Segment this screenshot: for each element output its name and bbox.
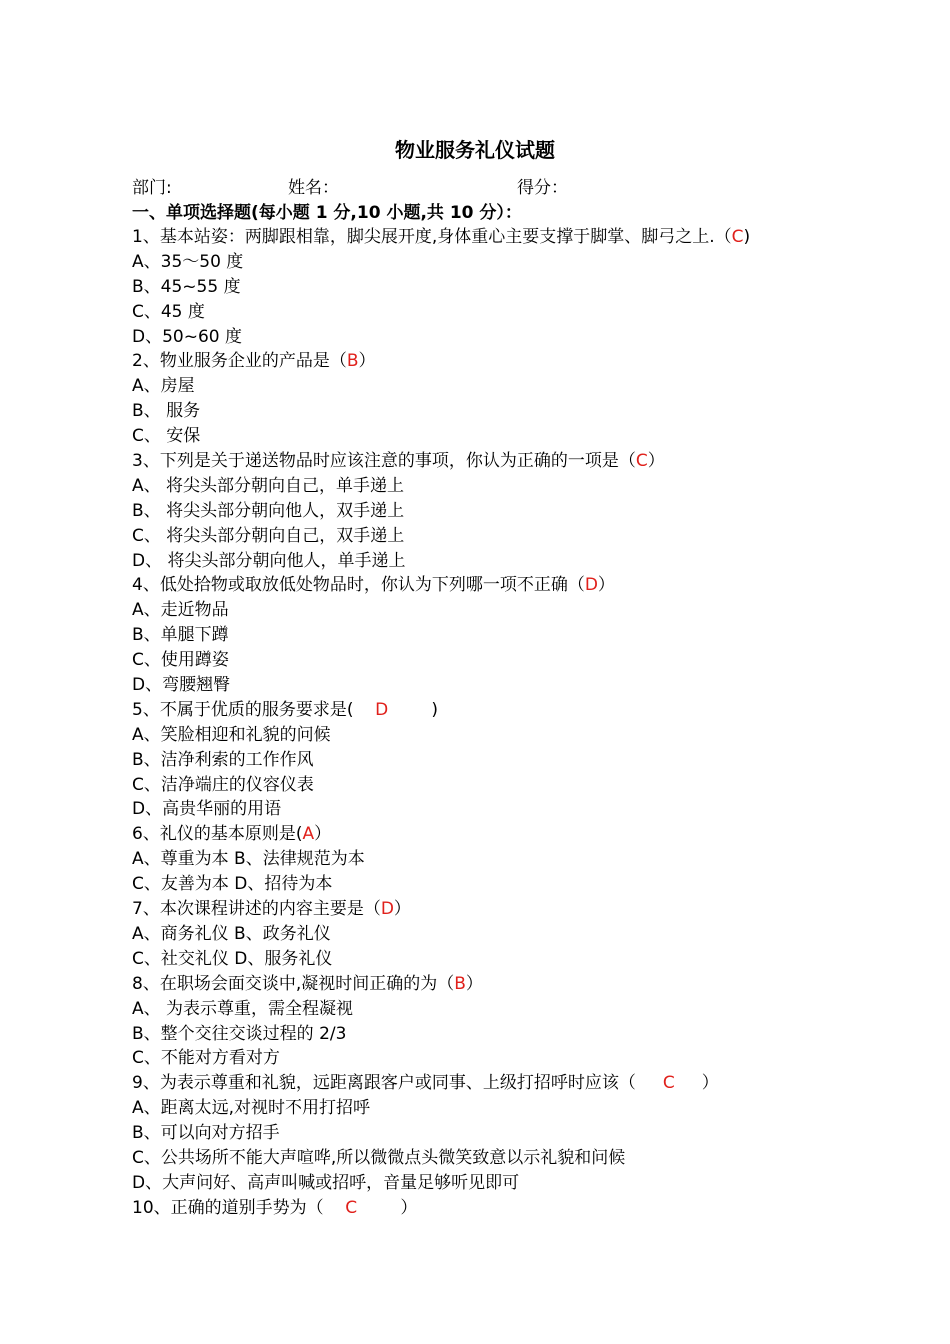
- question-line: [132, 972, 832, 997]
- option-line: [132, 1171, 832, 1196]
- line-text: B、单腿下蹲: [132, 625, 229, 646]
- dept-label: 部门:: [132, 178, 172, 198]
- answer-mark: C: [731, 227, 744, 247]
- question-list: [132, 225, 832, 1221]
- line-text: B、可以向对方招手: [132, 1123, 280, 1144]
- question-line: [132, 573, 832, 598]
- option-line: [132, 1096, 832, 1121]
- line-text: D、大声问好、高声叫喊或招呼，音量足够听见即可: [132, 1172, 520, 1193]
- option-line: [132, 748, 832, 773]
- line-text: A、尊重为本 B、法律规范为本: [132, 849, 365, 870]
- line-suffix: ): [388, 699, 439, 720]
- option-line: [132, 623, 832, 648]
- line-text: A、笑脸相迎和礼貌的问候: [132, 724, 331, 745]
- question-line: [132, 449, 832, 474]
- line-text: A、商务礼仪 B、政务礼仪: [132, 923, 331, 944]
- score-label: 得分：: [517, 178, 568, 198]
- line-text: A、 将尖头部分朝向自己，单手递上: [132, 475, 405, 496]
- option-line: [132, 997, 832, 1022]
- question-line: [132, 698, 832, 723]
- answer-mark: B: [346, 351, 359, 372]
- line-text: A、35～50 度: [132, 251, 244, 272]
- option-line: [132, 598, 832, 623]
- section-title: 一、单项选择题(每小题 1 分,10 小题,共 10 分）：: [132, 203, 522, 223]
- answer-mark: D: [380, 899, 394, 920]
- line-suffix: ）: [597, 575, 615, 596]
- line-text: A、距离太远,对视时不用打招呼: [132, 1098, 371, 1119]
- line-suffix: ）: [674, 1073, 719, 1094]
- answer-mark: C: [662, 1073, 675, 1094]
- option-line: [132, 250, 832, 275]
- option-line: [132, 300, 832, 325]
- answer-mark: C: [635, 451, 648, 472]
- header-fields: [132, 176, 832, 200]
- page-title: 物业服务礼仪试题: [395, 138, 555, 162]
- line-text: C、 安保: [132, 426, 201, 447]
- line-text: B、45~55 度: [132, 276, 241, 297]
- line-text: C、 将尖头部分朝向自己，双手递上: [132, 525, 405, 546]
- option-line: [132, 872, 832, 897]
- line-text: C、不能对方看对方: [132, 1048, 280, 1069]
- option-line: [132, 648, 832, 673]
- line-text: D、 将尖头部分朝向他人，单手递上: [132, 550, 406, 571]
- line-text: A、走近物品: [132, 600, 229, 621]
- line-text: B、洁净利索的工作作风: [132, 749, 314, 770]
- option-line: [132, 1046, 832, 1071]
- line-text: 2、物业服务企业的产品是（: [132, 351, 347, 372]
- line-text: C、洁净端庄的仪容仪表: [132, 774, 314, 795]
- line-suffix: ）: [314, 824, 332, 845]
- option-line: [132, 797, 832, 822]
- line-suffix: ）: [647, 451, 665, 472]
- line-text: D、50~60 度: [132, 326, 243, 347]
- line-text: A、 为表示尊重，需全程凝视: [132, 998, 354, 1019]
- option-line: [132, 723, 832, 748]
- line-text: B、 服务: [132, 401, 201, 422]
- answer-mark: B: [454, 973, 466, 994]
- answer-mark: A: [302, 824, 315, 845]
- option-line: [132, 474, 832, 499]
- line-suffix: ）: [358, 351, 376, 372]
- line-suffix: ): [743, 227, 751, 247]
- line-text: 1、基本站姿：两脚跟相靠，脚尖展开度,身体重心主要支撑于脚掌、脚弓之上.（: [132, 227, 732, 247]
- question-line: [132, 897, 832, 922]
- question-line: [132, 822, 832, 847]
- line-text: C、社交礼仪 D、服务礼仪: [132, 948, 333, 969]
- line-text: 10、正确的道别手势为（: [132, 1197, 346, 1218]
- line-text: A、房屋: [132, 376, 195, 397]
- answer-mark: D: [375, 699, 389, 720]
- line-text: 9、为表示尊重和礼貌，远距离跟客户或同事、上级打招呼时应该（: [132, 1073, 663, 1094]
- line-suffix: ）: [357, 1197, 418, 1218]
- option-line: [132, 947, 832, 972]
- line-text: B、整个交往交谈过程的 2/3: [132, 1023, 347, 1044]
- option-line: [132, 1146, 832, 1171]
- answer-mark: C: [345, 1197, 358, 1218]
- line-text: C、45 度: [132, 301, 205, 322]
- question-line: [132, 1196, 832, 1221]
- line-suffix: ）: [465, 973, 483, 994]
- option-line: [132, 922, 832, 947]
- option-line: [132, 549, 832, 574]
- option-line: [132, 1121, 832, 1146]
- line-text: 4、低处拾物或取放低处物品时，你认为下列哪一项不正确（: [132, 575, 585, 596]
- line-text: D、高贵华丽的用语: [132, 799, 282, 820]
- line-text: 8、在职场会面交谈中,凝视时间正确的为（: [132, 973, 455, 994]
- line-text: 7、本次课程讲述的内容主要是（: [132, 899, 381, 920]
- line-text: 5、不属于优质的服务要求是(: [132, 699, 376, 720]
- option-line: [132, 1022, 832, 1047]
- option-line: [132, 325, 832, 350]
- question-line: [132, 1071, 832, 1096]
- option-line: [132, 275, 832, 300]
- option-line: [132, 399, 832, 424]
- line-text: 6、礼仪的基本原则是(: [132, 824, 303, 845]
- line-text: C、使用蹲姿: [132, 650, 229, 671]
- question-line: [132, 349, 832, 374]
- line-text: B、 将尖头部分朝向他人，双手递上: [132, 500, 405, 521]
- answer-mark: D: [584, 575, 598, 596]
- line-text: C、友善为本 D、招待为本: [132, 874, 333, 895]
- option-line: [132, 374, 832, 399]
- line-text: D、弯腰翘臀: [132, 675, 231, 696]
- line-suffix: ）: [393, 899, 411, 920]
- option-line: [132, 673, 832, 698]
- question-line: [132, 225, 832, 250]
- option-line: [132, 424, 832, 449]
- option-line: [132, 847, 832, 872]
- line-text: C、公共场所不能大声喧哗,所以微微点头微笑致意以示礼貌和问候: [132, 1147, 626, 1168]
- option-line: [132, 773, 832, 798]
- name-label: 姓名：: [288, 178, 339, 198]
- option-line: [132, 524, 832, 549]
- line-text: 3、下列是关于递送物品时应该注意的事项，你认为正确的一项是（: [132, 451, 636, 472]
- option-line: [132, 499, 832, 524]
